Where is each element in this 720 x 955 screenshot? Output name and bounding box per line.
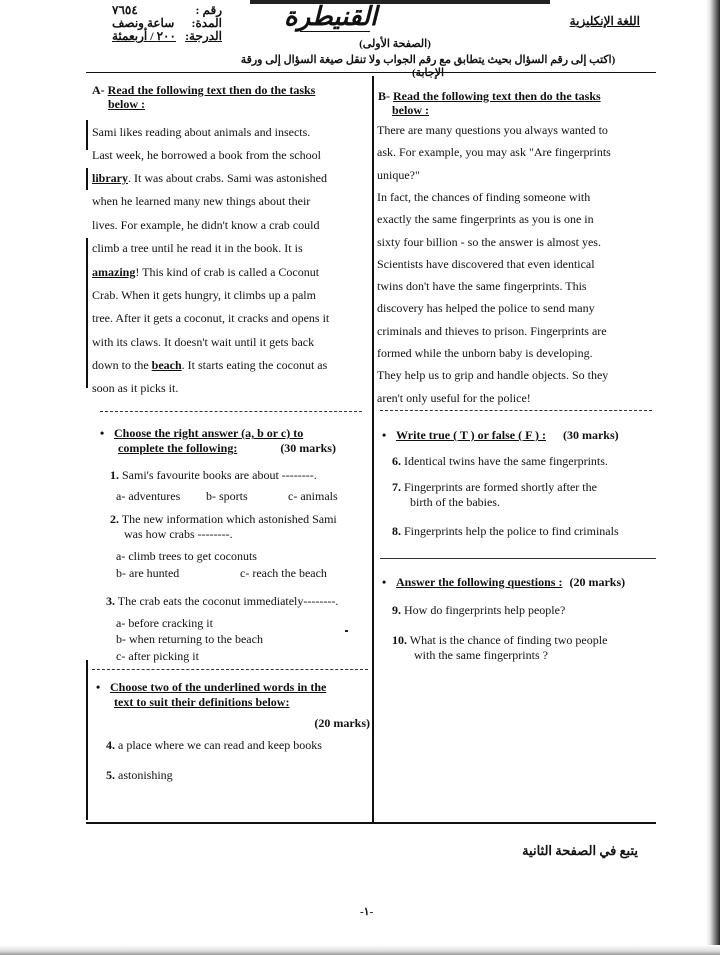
option-a: a- climb trees to get coconuts [116, 549, 257, 563]
city-underline [300, 31, 370, 32]
section-a-title-line2: below : [108, 97, 145, 111]
passage-line: twins don't have the same fingerprints. This [377, 279, 587, 294]
separator-dashed [380, 410, 652, 411]
option-b: b- are hunted [116, 566, 180, 580]
city-title: القنيطرة [284, 2, 378, 31]
question-text: Sami's favourite books are about --------. [122, 468, 317, 482]
separator-line [380, 558, 656, 559]
passage-line: There are many questions you always wanted to [377, 123, 608, 137]
choose-section-title [100, 426, 370, 456]
margin-mark [86, 660, 88, 820]
underlined-word: beach [151, 358, 182, 372]
exam-instruction: (اكتب إلى رقم السؤال بحيث يتطابق مع رقم الجواب ولا تنقل صيغة السؤال إلى ورقة الإجابة) [240, 54, 616, 79]
passage-line [92, 311, 329, 326]
question-5 [106, 768, 173, 783]
number-value: ٧٦٥٤ [112, 3, 138, 17]
option-a: a- before cracking it [116, 616, 213, 630]
passage-text: lives. For example, he didn't know a crab could [92, 218, 320, 232]
option-b: b- when returning to the beach [116, 632, 263, 646]
passage-line [92, 381, 178, 396]
question-number: 3. [106, 594, 115, 608]
question-7 [392, 480, 597, 510]
passage-line: discovery has helped the police to send many [377, 301, 595, 316]
question-10 [392, 633, 607, 663]
section-a-prefix: A- [92, 83, 105, 97]
passage-line [92, 148, 321, 163]
margin-mark [86, 120, 88, 150]
passage-text: down to the [92, 358, 152, 372]
margin-mark [86, 168, 88, 190]
passage-text: climb a tree until he read it in the book. It is [92, 241, 303, 255]
subject-title: اللغة الإنكليزية [569, 14, 640, 28]
passage-line: formed while the unborn baby is developing. [377, 346, 593, 360]
section-b-title-line1: Read the following text then do the tasks [393, 89, 601, 103]
passage-text: ! This kind of crab is called a Coconut [135, 265, 320, 279]
truefalse-title: Write true ( T ) or false ( F ) : [396, 428, 546, 442]
question-text-cont: birth of the babies. [410, 495, 500, 509]
bullet-icon: • [96, 680, 101, 694]
passage-text: . It starts eating the coconut as [181, 358, 328, 372]
underlined-title-line2: text to suit their definitions below: [114, 695, 290, 709]
question-number: 7. [392, 480, 401, 494]
question-text: astonishing [118, 768, 173, 782]
question-text: Fingerprints are formed shortly after the [404, 480, 597, 494]
scan-bottom-shadow [0, 945, 720, 955]
question-8 [392, 524, 619, 539]
question-number: 10. [392, 633, 407, 647]
truefalse-marks: (30 marks) [562, 428, 619, 442]
passage-line [92, 335, 314, 350]
bullet-icon: • [100, 426, 105, 440]
question-text: The crab eats the coconut immediately--------. [117, 594, 339, 608]
separator-dashed [100, 411, 362, 412]
passage-text: Sami likes reading about animals and insects. [92, 125, 311, 139]
option-b: b- sports [206, 489, 248, 503]
choose-title-line1: Choose the right answer (a, b or c) to [114, 426, 304, 440]
question-number: 8. [392, 524, 401, 538]
passage-line [92, 241, 303, 256]
question-number: 2. [110, 512, 119, 526]
section-b-title [378, 89, 648, 117]
passage-line [92, 171, 327, 186]
passage-text: . It was about crabs. Sami was astonished [128, 171, 327, 185]
question-text: a place where we can read and keep books [118, 738, 322, 752]
grade-label: الدرجة: [185, 29, 222, 43]
margin-mark [86, 238, 88, 388]
option-c: c- after picking it [116, 649, 199, 663]
passage-line [92, 358, 327, 373]
question-text: What is the chance of finding two people [409, 633, 608, 647]
scan-edge-shadow [706, 0, 720, 955]
underlined-title-line1: Choose two of the underlined words in the [110, 680, 327, 694]
passage-line: sixty four billion - so the answer is almost yes. [377, 234, 601, 249]
choose-marks: (30 marks) [280, 441, 336, 455]
question-number: 5. [106, 768, 115, 782]
frame-bottom-border [86, 822, 656, 824]
underlined-section-title [96, 680, 370, 731]
passage-text: tree. After it gets a coconut, it cracks and opens it [92, 311, 330, 325]
answer-section-title [382, 575, 662, 590]
answer-title: Answer the following questions : [396, 575, 563, 589]
section-b-title-line2: below : [392, 103, 429, 117]
bullet-icon: • [382, 428, 387, 442]
passage-line: They help us to grip and handle objects. So they [377, 368, 609, 383]
page-label: (الصفحة الأولى) [359, 38, 431, 50]
truefalse-section-title [382, 428, 656, 443]
option-c: c- reach the beach [240, 566, 327, 580]
passage-text: soon as it picks it. [92, 381, 179, 395]
passage-line [92, 265, 319, 280]
passage-text: Last week, he borrowed a book from the school [92, 148, 321, 162]
passage-line [92, 218, 319, 233]
duration-label: المدة: [191, 16, 222, 30]
question-6 [392, 454, 608, 469]
exam-info-block [112, 4, 222, 43]
passage-text: Crab. When it gets hungry, it climbs up a palm [92, 288, 316, 302]
passage-line: exactly the same fingerprints as you is one in [377, 212, 594, 227]
question-text-cont: was how crabs --------. [124, 527, 233, 541]
section-a-title [92, 83, 362, 111]
option-a: a- adventures [116, 489, 181, 503]
question-number: 6. [392, 454, 401, 468]
passage-text: with its claws. It doesn't wait until it gets back [92, 335, 315, 349]
passage-line: ask. For example, you may ask "Are fingerprints [377, 145, 611, 160]
passage-line: unique?" [377, 167, 420, 182]
column-divider [372, 76, 374, 822]
question-9 [392, 603, 565, 618]
section-a-title-line1: Read the following text then do the tasks [107, 83, 316, 97]
continue-note: يتبع في الصفحة الثانية [522, 843, 638, 858]
question-3 [106, 594, 338, 609]
question-2 [110, 512, 337, 542]
duration-value: ساعة ونصف [112, 16, 175, 30]
section-b-prefix: B- [378, 89, 390, 103]
passage-line: In fact, the chances of finding someone with [377, 189, 591, 204]
question-text: Fingerprints help the police to find criminals [404, 524, 619, 538]
scan-speck [345, 630, 348, 632]
passage-line [92, 125, 310, 140]
passage-text: when he learned many new things about their [92, 194, 311, 208]
underlined-marks: (20 marks) [314, 716, 370, 730]
passage-line: aren't only useful for the police! [377, 390, 531, 405]
choose-title-line2: complete the following: [118, 441, 238, 455]
question-1 [110, 468, 317, 483]
option-c: c- animals [288, 489, 338, 503]
answer-marks: (20 marks) [569, 575, 626, 589]
passage-line [92, 288, 316, 303]
underlined-word: amazing [92, 265, 136, 279]
bullet-icon: • [382, 575, 387, 589]
question-text-cont: with the same fingerprints ? [414, 648, 548, 662]
question-text: Identical twins have the same fingerprints. [404, 454, 608, 468]
question-4 [106, 738, 322, 753]
passage-line: Scientists have discovered that even identical [377, 256, 595, 271]
question-text: How do fingerprints help people? [404, 603, 566, 617]
separator-dashed [92, 669, 368, 670]
question-number: 1. [110, 468, 119, 482]
question-number: 4. [106, 738, 115, 752]
passage-line [92, 194, 310, 209]
passage-line: criminals and thieves to prison. Fingerprints are [377, 323, 607, 338]
grade-value: ٢٠٠ / أربعمئة [112, 29, 176, 43]
number-label: رقم : [195, 3, 222, 17]
question-number: 9. [392, 603, 401, 617]
question-text: The new information which astonished Sami [121, 512, 337, 526]
page-number: -١- [360, 906, 374, 918]
underlined-word: library [92, 171, 128, 185]
